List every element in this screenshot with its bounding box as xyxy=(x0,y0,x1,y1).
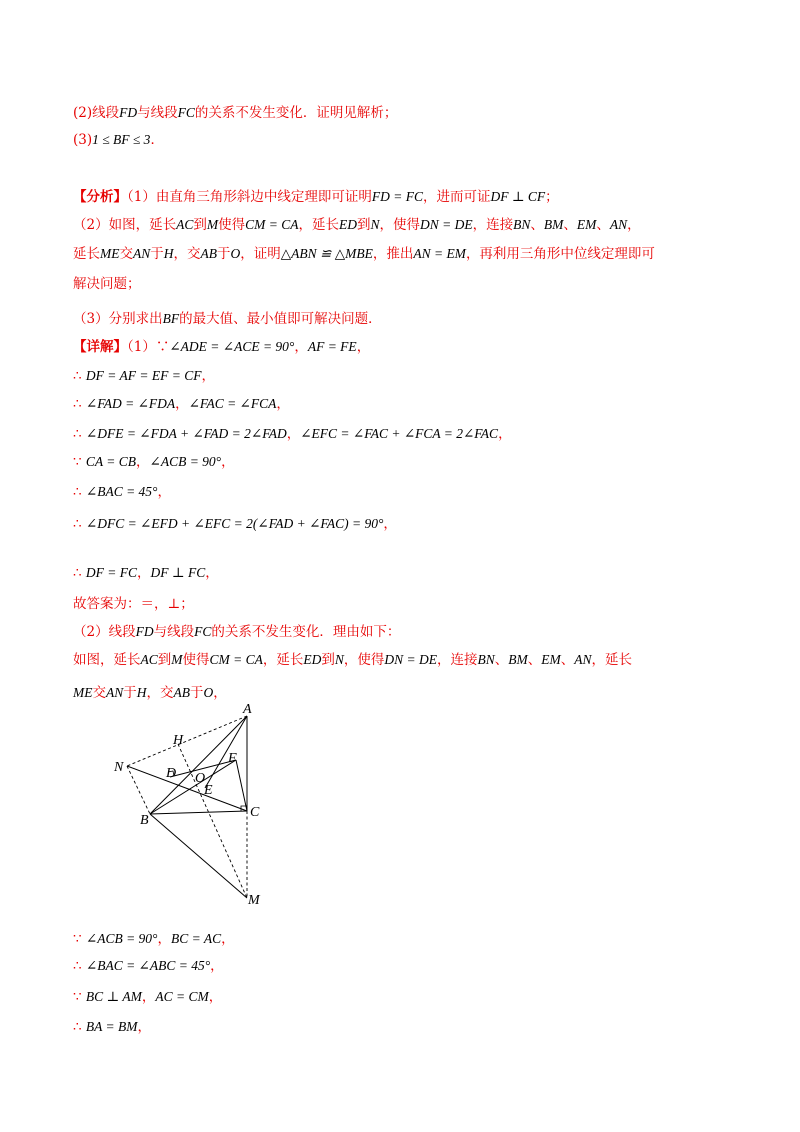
math-expression: FD xyxy=(135,624,154,639)
math-expression: CM = CA xyxy=(245,217,299,232)
text-segment: 于 xyxy=(217,246,231,262)
math-expression: △ABN ≌ △MBE xyxy=(280,246,373,261)
math-expression: AN xyxy=(106,685,124,700)
text-segment: ， xyxy=(276,396,290,412)
text-line xyxy=(73,1017,740,1037)
text-segment: ，交 xyxy=(173,246,201,262)
math-expression: AN xyxy=(609,217,628,232)
text-segment: ． xyxy=(150,132,164,148)
math-expression: BF xyxy=(162,311,180,326)
math-expression: AF = FE xyxy=(307,339,357,354)
text-line xyxy=(73,956,740,976)
math-expression: ∠ACB = 90° xyxy=(149,454,222,469)
text-line xyxy=(73,987,740,1007)
math-expression: ∠DFC = ∠EFD + ∠EFC = 2(∠FAD + ∠FAC) = 90° xyxy=(85,516,384,531)
math-expression: AB xyxy=(200,246,218,261)
text-segment: （2）线段 xyxy=(73,624,136,640)
text-segment: 使得 xyxy=(182,652,210,668)
text-segment: 的关系不发生变化．证明见解析； xyxy=(194,105,398,121)
math-expression: ∠FAD = ∠FDA xyxy=(85,396,176,411)
text-segment: 与线段 xyxy=(137,105,178,121)
math-expression: 1 ≤ BF ≤ 3 xyxy=(92,132,151,147)
math-expression: DN = DE xyxy=(384,652,438,667)
point-label-a: A xyxy=(243,702,252,717)
math-expression: ∠BAC = ∠ABC = 45° xyxy=(85,958,211,973)
text-segment: 的关系不发生变化．理由如下： xyxy=(211,624,401,640)
text-segment: ， xyxy=(205,565,219,581)
text-segment: ∵ xyxy=(73,931,86,947)
text-segment: ，使得 xyxy=(379,217,420,233)
math-expression: CM = CA xyxy=(209,652,263,667)
text-segment: 到 xyxy=(356,217,371,233)
text-segment: ， xyxy=(175,396,189,412)
text-segment: ， xyxy=(383,516,397,532)
math-expression: DN = DE xyxy=(420,217,473,232)
text-segment: ，连接 xyxy=(437,652,478,668)
text-segment: 、 xyxy=(563,217,577,233)
math-expression: DF = AF = EF = CF xyxy=(85,368,202,383)
segment-fc xyxy=(236,760,247,811)
text-segment: 使得 xyxy=(218,217,246,233)
math-expression: ME xyxy=(100,246,120,261)
text-line xyxy=(73,622,740,642)
math-expression: DF = FC xyxy=(85,565,137,580)
text-segment: 解决问题； xyxy=(73,276,141,292)
text-segment: 、 xyxy=(530,217,544,233)
text-line xyxy=(73,929,740,949)
math-expression: ED xyxy=(303,652,322,667)
geometry-figure xyxy=(110,700,280,910)
text-segment: ， xyxy=(137,1019,151,1035)
text-segment: ， xyxy=(356,339,371,355)
text-line xyxy=(73,563,740,583)
point-label-e: E xyxy=(204,783,213,798)
text-segment: ∵ xyxy=(73,989,86,1005)
text-line xyxy=(73,514,740,534)
text-segment: ，再利用三角形中位线定理即可 xyxy=(465,246,655,262)
text-segment: ， xyxy=(137,565,151,581)
text-line xyxy=(73,452,740,472)
math-expression: ∠ACB = 90° xyxy=(85,931,158,946)
text-segment: （3）分别求出 xyxy=(73,311,163,327)
text-segment: ， xyxy=(210,958,224,974)
text-segment: 、 xyxy=(494,652,509,668)
point-label-c: C xyxy=(250,805,260,820)
math-expression: N xyxy=(334,652,344,667)
text-line xyxy=(73,103,740,123)
section-tag: 【分析】 xyxy=(73,189,127,205)
text-segment: ， xyxy=(208,989,223,1005)
text-segment: ，延长 xyxy=(298,217,339,233)
math-expression: M xyxy=(206,217,219,232)
text-line xyxy=(73,366,740,386)
math-expression: N xyxy=(370,217,380,232)
text-segment: ∴ xyxy=(73,958,86,974)
math-expression: H xyxy=(136,685,147,700)
point-label-f: F xyxy=(228,751,237,766)
math-expression: O xyxy=(203,685,214,700)
text-segment: ∵ xyxy=(73,454,86,470)
point-label-m: M xyxy=(248,893,260,908)
math-expression: EM xyxy=(576,217,597,232)
section-tag: 【详解】 xyxy=(73,339,127,355)
text-segment: 的最大值、最小值即可解决问题． xyxy=(179,311,382,327)
math-expression: BM xyxy=(543,217,564,232)
math-expression: BM xyxy=(508,652,528,667)
text-line xyxy=(73,215,740,235)
text-line xyxy=(73,394,740,414)
text-line xyxy=(73,187,740,207)
math-expression: DF ⊥ FC xyxy=(150,565,206,580)
math-expression: H xyxy=(163,246,174,261)
point-label-d: D xyxy=(166,766,177,781)
math-expression: CA = CB xyxy=(85,454,137,469)
text-line xyxy=(73,424,740,444)
text-segment: ， xyxy=(221,931,235,947)
text-segment: 故答案为：＝，⊥； xyxy=(73,596,194,612)
math-expression: O xyxy=(230,246,241,261)
math-expression: ∠ADE = ∠ACE = 90° xyxy=(169,339,295,354)
text-segment: 、 xyxy=(527,652,542,668)
text-segment: ， xyxy=(498,426,512,442)
text-segment: 、 xyxy=(596,217,610,233)
text-segment: ∴ xyxy=(73,565,86,581)
text-line xyxy=(73,130,740,150)
text-segment: ，延长 xyxy=(591,652,633,668)
math-expression: AB xyxy=(173,685,191,700)
text-segment: ，延长 xyxy=(262,652,304,668)
text-segment: ，连接 xyxy=(472,217,514,233)
text-segment: ∴ xyxy=(73,368,86,384)
point-label-n: N xyxy=(114,760,124,775)
text-segment: 交 xyxy=(92,685,106,701)
text-segment: ∴ xyxy=(73,396,86,412)
text-segment: ， xyxy=(201,368,215,384)
text-line xyxy=(73,244,740,264)
text-line xyxy=(73,482,740,502)
math-expression: ED xyxy=(338,217,357,232)
math-expression: ∠DFE = ∠FDA + ∠FAD = 2∠FAD xyxy=(85,426,287,441)
text-segment: ， xyxy=(294,339,308,355)
math-expression: BC = AC xyxy=(170,931,222,946)
text-segment: 于 xyxy=(150,246,164,262)
math-expression: FD = FC xyxy=(371,189,423,204)
text-segment: ，交 xyxy=(146,685,174,701)
segment-bc xyxy=(150,811,247,814)
math-expression: ∠FAC = ∠FCA xyxy=(188,396,277,411)
math-expression: AC xyxy=(176,217,194,232)
text-line xyxy=(73,594,740,614)
text-segment: ∴ xyxy=(73,1019,86,1035)
math-expression: BN xyxy=(513,217,531,232)
text-segment: 如图，延长 xyxy=(73,652,141,668)
text-segment: ， xyxy=(221,454,235,470)
math-expression: FD xyxy=(119,105,138,120)
text-segment: ，使得 xyxy=(343,652,385,668)
math-expression: FC xyxy=(177,105,195,120)
text-segment: ∴ xyxy=(73,426,86,442)
math-expression: DF ⊥ CF xyxy=(490,189,546,204)
text-segment: ， xyxy=(627,217,641,233)
text-segment: ， xyxy=(157,931,171,947)
math-expression: ∠BAC = 45° xyxy=(85,484,158,499)
math-expression: AN = EM xyxy=(413,246,466,261)
text-segment: 到 xyxy=(157,652,172,668)
text-segment: 于 xyxy=(123,685,137,701)
math-expression: AC = CM xyxy=(155,989,209,1004)
text-segment: （1）∵ xyxy=(127,339,170,355)
text-segment: ∴ xyxy=(73,516,86,532)
text-line xyxy=(73,274,740,294)
text-line xyxy=(73,309,740,329)
text-line xyxy=(73,650,740,670)
math-expression: AC xyxy=(140,652,158,667)
text-line xyxy=(73,337,740,357)
math-expression: BC ⊥ AM xyxy=(85,989,142,1004)
text-segment: ∴ xyxy=(73,484,86,500)
text-segment: ，进而可证 xyxy=(422,189,491,205)
math-expression: BN xyxy=(477,652,495,667)
math-expression: AN xyxy=(574,652,592,667)
math-expression: FC xyxy=(194,624,212,639)
math-expression: AN xyxy=(133,246,151,261)
text-segment: ； xyxy=(545,189,559,205)
point-label-o: O xyxy=(195,771,206,786)
text-segment: 于 xyxy=(190,685,204,701)
text-segment: ， xyxy=(213,685,227,701)
text-segment: ，推出 xyxy=(372,246,414,262)
text-segment: (2)线段 xyxy=(73,105,120,121)
math-expression: ME xyxy=(73,685,93,700)
segment-bm xyxy=(150,814,247,898)
segment-hm xyxy=(178,744,247,898)
text-segment: ， xyxy=(157,484,171,500)
segment-bf xyxy=(150,760,236,814)
text-segment: ，证明 xyxy=(240,246,281,262)
text-segment: 到 xyxy=(193,217,207,233)
math-expression: EM xyxy=(541,652,561,667)
text-segment: ， xyxy=(136,454,150,470)
math-expression: ∠EFC = ∠FAC + ∠FCA = 2∠FAC xyxy=(300,426,499,441)
math-expression: M xyxy=(171,652,183,667)
point-label-h: H xyxy=(173,733,184,748)
math-expression: BA = BM xyxy=(85,1019,138,1034)
text-segment: 交 xyxy=(119,246,133,262)
text-segment: (3) xyxy=(73,132,93,148)
text-segment: ， xyxy=(286,426,301,442)
point-label-b: B xyxy=(140,813,149,828)
text-segment: （2）如图，延长 xyxy=(73,217,177,233)
text-segment: 与线段 xyxy=(153,624,195,640)
text-segment: 到 xyxy=(321,652,335,668)
text-segment: 、 xyxy=(560,652,575,668)
text-segment: （1）由直角三角形斜边中线定理即可证明 xyxy=(127,189,372,205)
text-segment: ， xyxy=(141,989,156,1005)
text-segment: 延长 xyxy=(73,246,100,262)
